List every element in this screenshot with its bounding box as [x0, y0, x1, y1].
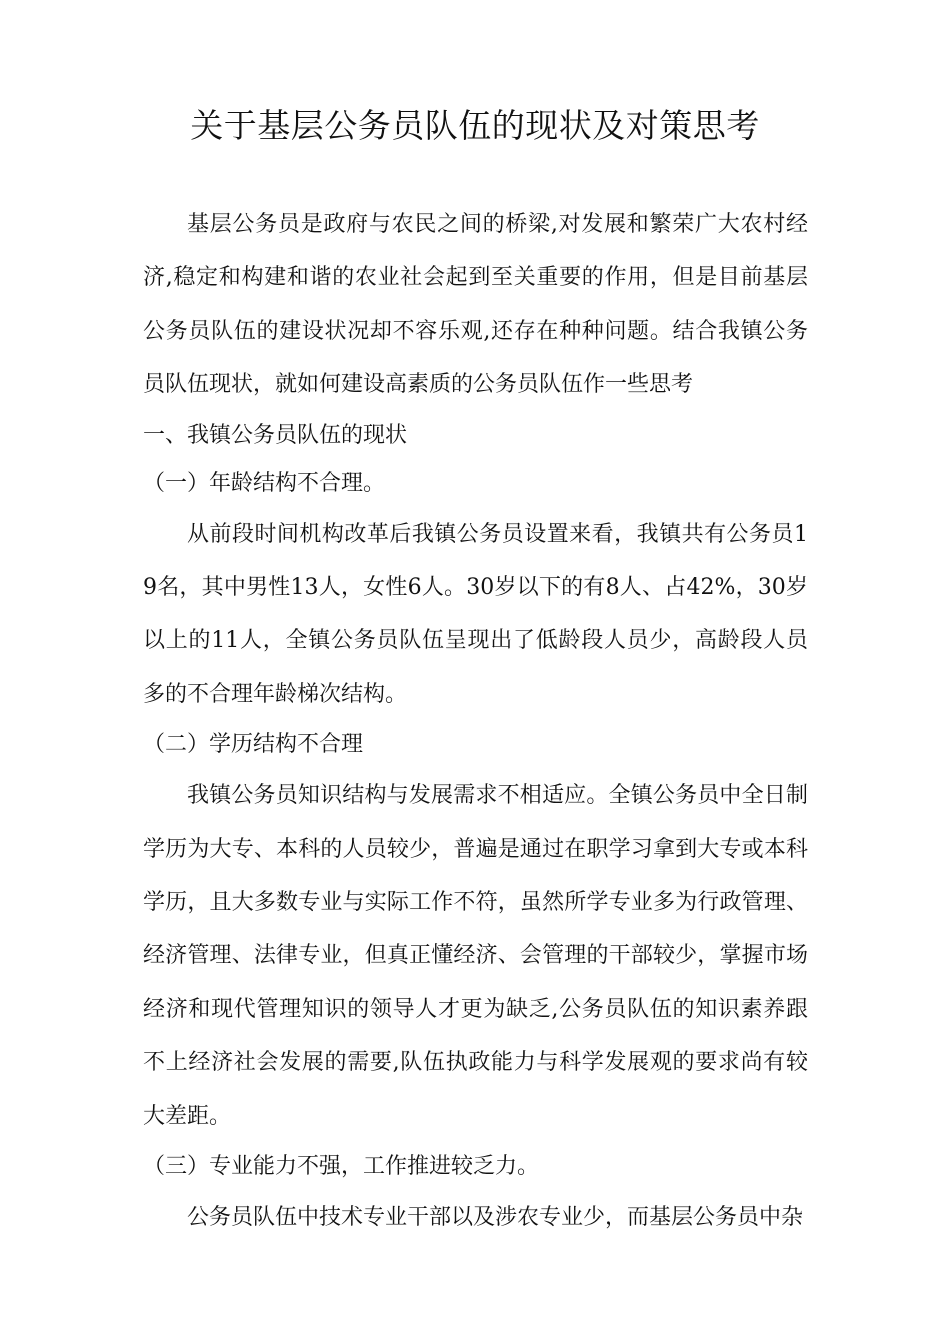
section-heading-1: 一、我镇公务员队伍的现状	[143, 422, 408, 448]
document-body	[143, 198, 808, 1245]
education-structure-paragraph: 我镇公务员知识结构与发展需求不相适应。全镇公务员中全日制学历为大专、本科的人员较少，普遍是通过在职学习拿到大专或本科学历，且大多数专业与实际工作不符，虽然所学专业多为行政管理、经济管理、法律专业，但真正懂经济、会管理的干部较少，掌握市场经济和现代管理知识的领导人才更为缺乏,公务员队伍的知识素养跟不上经济社会发展的需要,队伍执政能力与科学发展观的要求尚有较大差距。	[143, 783, 808, 1129]
subsection-heading-3: （三）专业能力不强，工作推进较乏力。	[143, 1154, 540, 1180]
subsection-heading-1: （一）年龄结构不合理。	[143, 470, 386, 496]
professional-ability-paragraph: 公务员队伍中技术专业干部以及涉农专业少，而基层公务员中杂	[187, 1205, 804, 1231]
intro-paragraph: 基层公务员是政府与农民之间的桥梁,对发展和繁荣广大农村经济,稳定和构建和谐的农业社会起到至关重要的作用，但是目前基层公务员队伍的建设状况却不容乐观,还存在种种问题。结合我镇公务员队伍现状，就如何建设高素质的公务员队伍作一些思考	[143, 212, 808, 398]
age-structure-paragraph: 从前段时间机构改革后我镇公务员设置来看，我镇共有公务员19名，其中男性13人，女性6人。30岁以下的有8人、占42%，30岁以上的11人，全镇公务员队伍呈现出了低龄段人员少，高龄段人员多的不合理年龄梯次结构。	[143, 521, 808, 707]
subsection-heading-2: （二）学历结构不合理	[143, 732, 364, 758]
document-title: 关于基层公务员队伍的现状及对策思考	[190, 106, 760, 145]
